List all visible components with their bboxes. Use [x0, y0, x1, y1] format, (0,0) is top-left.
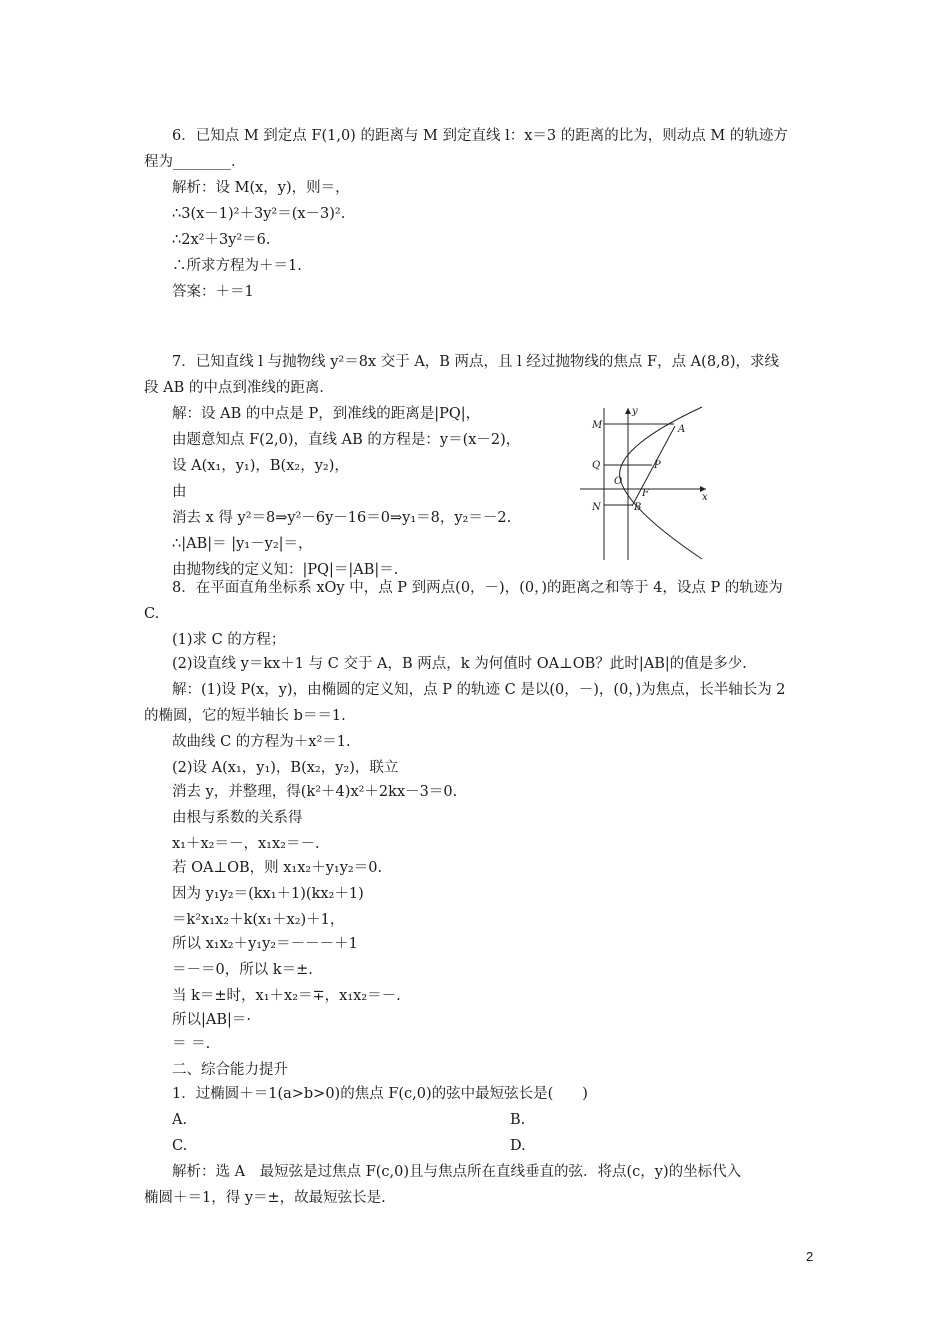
- label-a: A: [678, 424, 686, 435]
- text-line: (2)设 A(x₁，y₁)，B(x₂，y₂)，联立: [172, 760, 399, 776]
- label-p: P: [654, 460, 661, 471]
- text-line: 解析：选 A 最短弦是过焦点 F(c,0)且与焦点所在直线垂直的弦．将点(c，y)的坐标代入: [172, 1164, 742, 1180]
- text-line: 段 AB 的中点到准线的距离．: [144, 380, 334, 396]
- text-line: 由根与系数的关系得: [172, 810, 303, 826]
- text-line: 1．过椭圆＋＝1(a>b>0)的焦点 F(c,0)的弦中最短弦长是( ): [172, 1086, 588, 1102]
- parabola-curve: [620, 407, 702, 559]
- label-m: M: [592, 420, 603, 431]
- text-line: ＝ ＝.: [172, 1036, 211, 1052]
- label-q: Q: [592, 460, 601, 471]
- option-c: C.: [172, 1138, 188, 1154]
- option-a: A.: [172, 1112, 188, 1128]
- text-line: ∴3(x－1)²＋3y²＝(x－3)².: [172, 206, 346, 222]
- label-o: O: [614, 476, 623, 487]
- text-line: 程为________．: [144, 154, 246, 170]
- text-line: C.: [144, 606, 160, 622]
- text-line: 解：(1)设 P(x，y)，由椭圆的定义知，点 P 的轨迹 C 是以(0，－)，(0，)为焦点，长半轴长为 2: [172, 682, 786, 698]
- text-line: 消去 y，并整理，得(k²＋4)x²＋2kx－3＝0.: [172, 784, 458, 800]
- text-line: 由题意知点 F(2,0)，直线 AB 的方程是：y＝(x－2)，: [172, 432, 521, 448]
- text-line: 解析：设 M(x，y)，则＝，: [172, 180, 350, 196]
- text-line: x₁＋x₂＝－，x₁x₂＝－.: [172, 836, 320, 852]
- text-line: 设 A(x₁，y₁)，B(x₂，y₂)，: [172, 458, 349, 474]
- option-b: B.: [510, 1112, 526, 1128]
- text-line: ＝－＝0，所以 k＝±.: [172, 962, 313, 978]
- answer-line: 答案：＋＝1: [172, 284, 254, 300]
- text-line: 解：设 AB 的中点是 P，到准线的距离是|PQ|，: [172, 406, 481, 422]
- parabola-figure: [576, 404, 710, 562]
- text-line: 当 k＝±时，x₁＋x₂＝∓，x₁x₂＝－.: [172, 988, 401, 1004]
- label-y: y: [632, 406, 638, 417]
- option-d: D.: [510, 1138, 526, 1154]
- label-x: x: [702, 492, 708, 503]
- text-line: 所以 x₁x₂＋y₁y₂＝－－－＋1: [172, 936, 358, 952]
- label-n: N: [592, 502, 601, 513]
- label-b: B: [634, 502, 642, 513]
- text-line: 8．在平面直角坐标系 xOy 中，点 P 到两点(0，－)，(0，)的距离之和等于 4，设点 P 的轨迹为: [172, 580, 783, 596]
- text-line: 消去 x 得 y²＝8⇒y²－6y－16＝0⇒y₁＝8，y₂＝－2.: [172, 510, 512, 526]
- y-axis-arrow: [625, 408, 631, 414]
- text-line: 7．已知直线 l 与抛物线 y²＝8x 交于 A，B 两点，且 l 经过抛物线的焦点 F，点 A(8,8)，求线: [172, 354, 780, 370]
- text-line: ∴2x²＋3y²＝6.: [172, 232, 271, 248]
- text-line: 因为 y₁y₂＝(kx₁＋1)(kx₂＋1): [172, 886, 364, 902]
- text-line: 由抛物线的定义知：|PQ|＝|AB|＝.: [172, 562, 399, 578]
- text-line: 由: [172, 484, 187, 500]
- page-number: 2: [806, 1249, 814, 1264]
- text-line: 椭圆＋＝1，得 y＝±，故最短弦长是.: [144, 1190, 386, 1206]
- label-f: F: [642, 488, 649, 499]
- text-line: 故曲线 C 的方程为＋x²＝1.: [172, 734, 351, 750]
- text-line: 6．已知点 M 到定点 F(1,0) 的距离与 M 到定直线 l：x＝3 的距离的比为，则动点 M 的轨迹方: [172, 128, 788, 144]
- text-line: (2)设直线 y＝kx＋1 与 C 交于 A，B 两点，k 为何值时 OA⊥OB？此时|AB|的值是多少.: [172, 656, 747, 672]
- text-line: 若 OA⊥OB，则 x₁x₂＋y₁y₂＝0.: [172, 860, 383, 876]
- text-line: 的椭圆，它的短半轴长 b＝＝1.: [144, 708, 346, 724]
- text-line: ＝k²x₁x₂＋k(x₁＋x₂)＋1，: [172, 912, 345, 928]
- text-line: 所以|AB|＝·: [172, 1012, 252, 1028]
- text-line: ∴所求方程为＋＝1.: [172, 258, 302, 274]
- text-line: (1)求 C 的方程；: [172, 632, 286, 648]
- section-heading: 二、综合能力提升: [172, 1062, 288, 1078]
- text-line: ∴|AB|＝ |y₁－y₂|＝，: [172, 536, 313, 552]
